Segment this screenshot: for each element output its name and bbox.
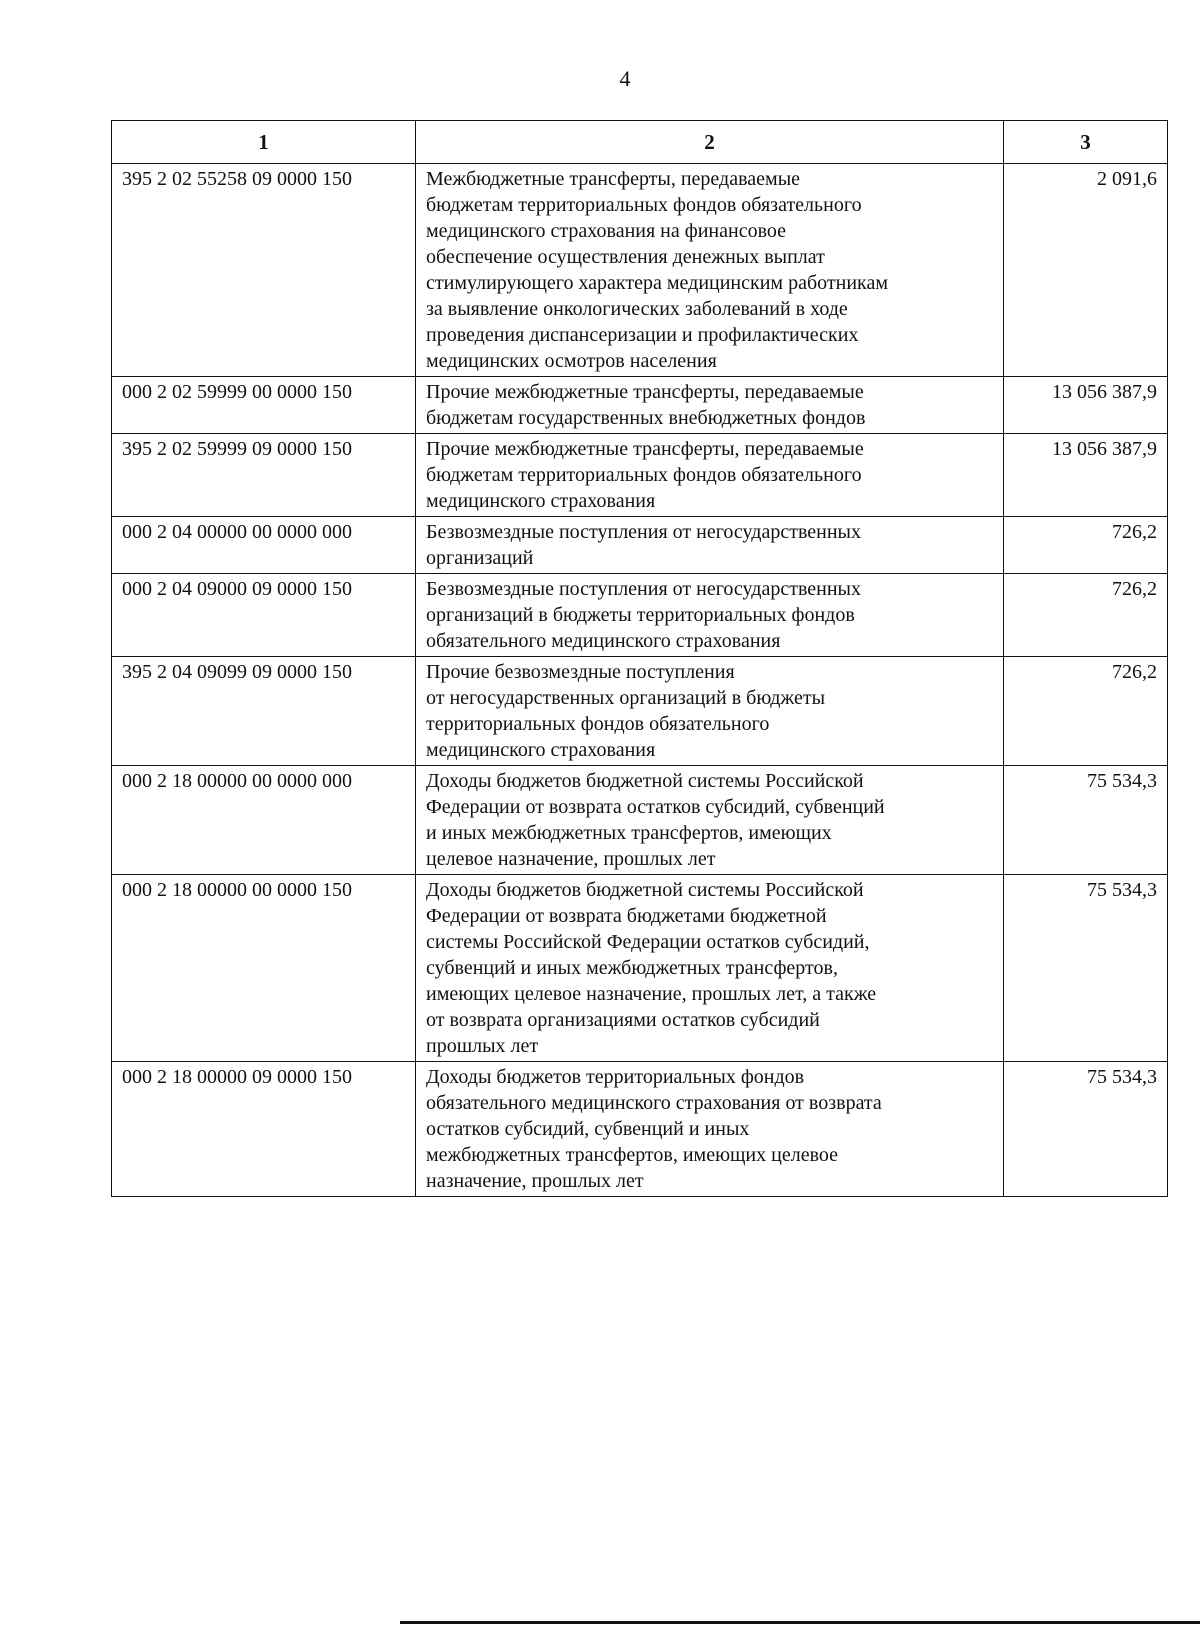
income-name-line: и иных межбюджетных трансфертов, имеющих [426,822,832,844]
column-header-1: 1 [112,121,416,164]
budget-code: 000 2 04 09000 09 0000 150 [112,574,416,657]
income-name-line: проведения диспансеризации и профилактических [426,324,859,346]
amount: 75 534,3 [1004,1062,1168,1197]
income-name-line: территориальных фондов обязательного [426,713,770,735]
income-name-line: системы Российской Федерации остатков субсидий, [426,931,870,953]
income-name-line: Прочие безвозмездные поступления [426,661,735,683]
table-row [112,517,1168,574]
income-name-line: Доходы бюджетов бюджетной системы Российской [426,770,864,792]
amount: 75 534,3 [1004,766,1168,875]
income-name-line: остатков субсидий, субвенций и иных [426,1118,750,1140]
budget-code: 395 2 02 55258 09 0000 150 [112,164,416,377]
income-name-line: медицинского страхования на финансовое [426,220,787,242]
income-name-line: Прочие межбюджетные трансферты, передаваемые [426,438,864,460]
income-name-line: обязательного медицинского страхования [426,630,781,652]
budget-code: 000 2 18 00000 00 0000 150 [112,875,416,1062]
income-name [416,574,1004,657]
amount: 726,2 [1004,657,1168,766]
income-name-line: Доходы бюджетов территориальных фондов [426,1066,805,1088]
income-name-line: Безвозмездные поступления от негосударственных [426,521,861,543]
income-name [416,164,1004,377]
column-header-3: 3 [1004,121,1168,164]
table-row [112,766,1168,875]
income-name-line: Безвозмездные поступления от негосударственных [426,578,861,600]
table-row [112,164,1168,377]
income-name-line: имеющих целевое назначение, прошлых лет, а также [426,983,877,1005]
income-name-line: медицинского страхования [426,739,656,761]
amount: 726,2 [1004,517,1168,574]
amount: 726,2 [1004,574,1168,657]
bottom-edge-line [400,1621,1200,1624]
income-name-line: обеспечение осуществления денежных выплат [426,246,825,268]
income-name-line: Федерации от возврата остатков субсидий, субвенций [426,796,885,818]
budget-code: 000 2 18 00000 09 0000 150 [112,1062,416,1197]
budget-code: 000 2 18 00000 00 0000 000 [112,766,416,875]
amount: 13 056 387,9 [1004,377,1168,434]
income-name-line: обязательного медицинского страхования от возврата [426,1092,882,1114]
income-name-line: бюджетам государственных внебюджетных фондов [426,407,866,429]
income-name-line: от негосударственных организаций в бюджеты [426,687,826,709]
header-row [112,121,1168,164]
budget-code: 395 2 02 59999 09 0000 150 [112,434,416,517]
income-name-line: межбюджетных трансфертов, имеющих целевое [426,1144,839,1166]
table-row [112,574,1168,657]
income-name-line: Прочие межбюджетные трансферты, передаваемые [426,381,864,403]
income-name-line: назначение, прошлых лет [426,1170,644,1192]
amount: 2 091,6 [1004,164,1168,377]
table-row [112,377,1168,434]
income-name-line: целевое назначение, прошлых лет [426,848,716,870]
income-name-line: организаций [426,547,534,569]
income-name [416,657,1004,766]
column-header-2: 2 [416,121,1004,164]
income-name-line: субвенций и иных межбюджетных трансфертов, [426,957,838,979]
income-name-line: Доходы бюджетов бюджетной системы Российской [426,879,864,901]
income-name [416,377,1004,434]
income-name-line: бюджетам территориальных фондов обязательного [426,194,862,216]
table-row [112,434,1168,517]
table-row [112,657,1168,766]
income-name-line: от возврата организациями остатков субсидий [426,1009,820,1031]
budget-table [111,120,1168,1197]
amount: 75 534,3 [1004,875,1168,1062]
income-name-line: медицинского страхования [426,490,656,512]
income-name-line: прошлых лет [426,1035,539,1057]
income-name [416,517,1004,574]
table-row [112,1062,1168,1197]
page-number: 4 [619,66,631,91]
income-name-line: организаций в бюджеты территориальных фондов [426,604,855,626]
income-name-line: бюджетам территориальных фондов обязательного [426,464,862,486]
income-name [416,766,1004,875]
income-name-line: Межбюджетные трансферты, передаваемые [426,168,801,190]
income-name [416,1062,1004,1197]
income-name-line: стимулирующего характера медицинским работникам [426,272,888,294]
income-name-line: за выявление онкологических заболеваний в ходе [426,298,848,320]
income-name-line: медицинских осмотров населения [426,350,717,372]
income-name [416,875,1004,1062]
table-body [112,164,1168,1197]
income-name-line: Федерации от возврата бюджетами бюджетной [426,905,827,927]
budget-code: 395 2 04 09099 09 0000 150 [112,657,416,766]
amount: 13 056 387,9 [1004,434,1168,517]
income-name [416,434,1004,517]
budget-code: 000 2 02 59999 00 0000 150 [112,377,416,434]
table-row [112,875,1168,1062]
budget-code: 000 2 04 00000 00 0000 000 [112,517,416,574]
